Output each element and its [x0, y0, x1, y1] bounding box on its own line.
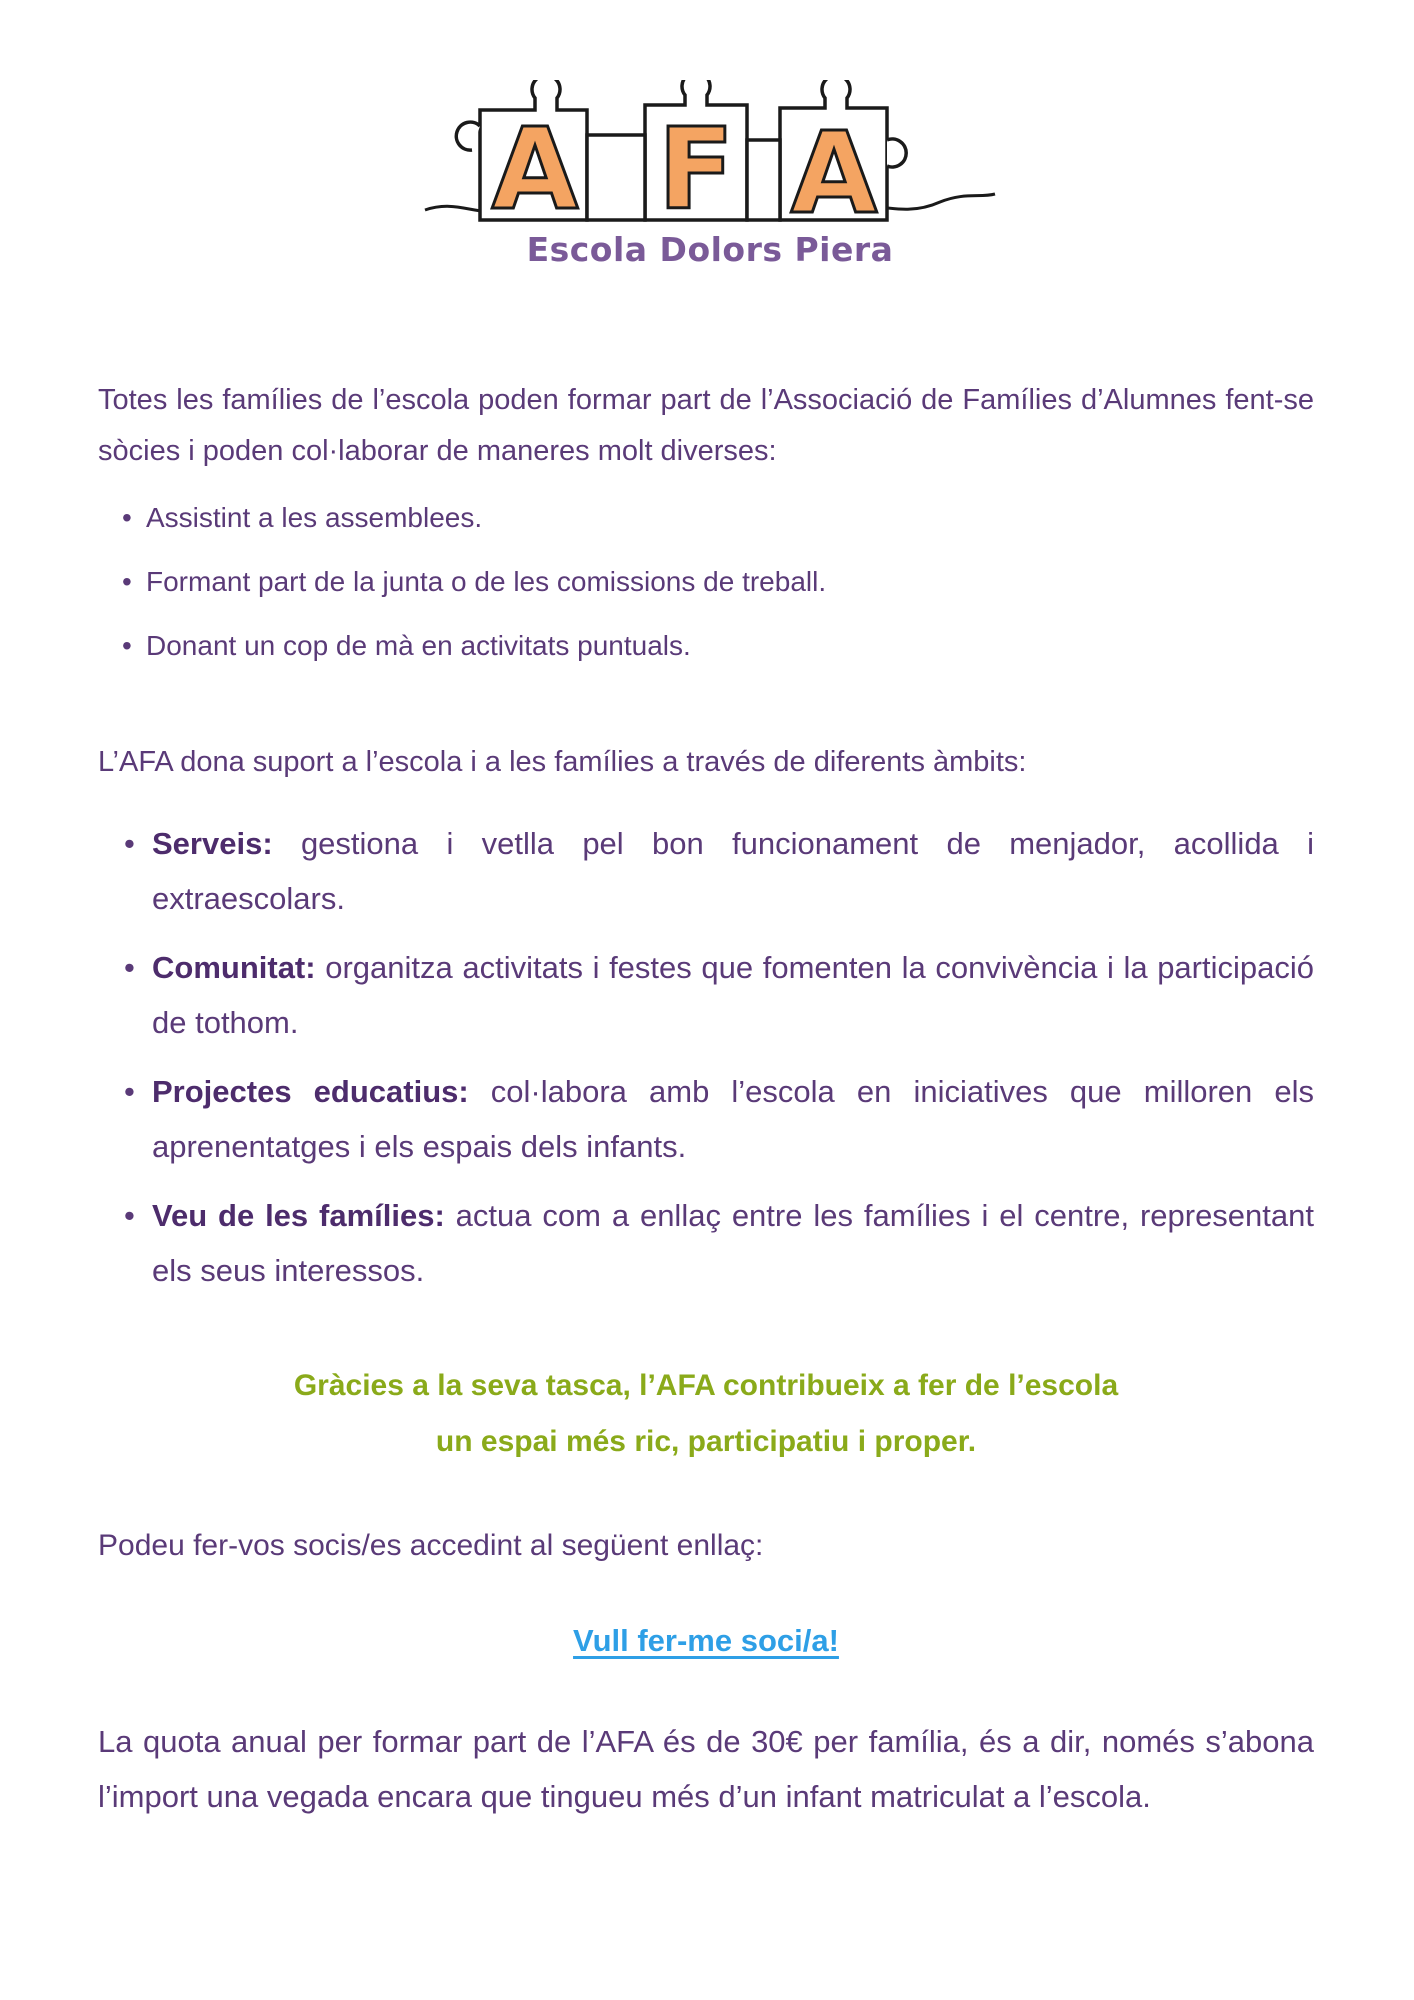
area-title: Comunitat: — [152, 950, 316, 985]
area-text: actua com a enllaç entre les famílies i el centre, representant els seus interessos. — [152, 1198, 1314, 1288]
area-title: Serveis: — [152, 826, 273, 861]
svg-text:A: A — [790, 109, 878, 230]
intro-paragraph: Totes les famílies de l’escola poden formar part de l’Associació de Famílies d’Alumnes fent-se sòcies i poden col·laborar de maneres molt diverses: — [98, 384, 1314, 467]
list-item: • Formant part de la junta o de les comissions de treball. — [98, 561, 1314, 603]
list-item: • Assistint a les assemblees. — [98, 497, 1314, 539]
list-item: • Donant un cop de mà en activitats puntuals. — [98, 625, 1314, 667]
afa-logo — [420, 80, 1000, 290]
logo-subtitle: Escola Dolors Piera — [526, 230, 894, 269]
svg-text:A: A — [491, 105, 579, 230]
join-link-wrapper — [98, 1623, 1314, 1659]
support-intro: L’AFA dona suport a l’escola i a les famílies a través de diferents àmbits: — [98, 746, 1027, 778]
highlight-statement — [98, 1358, 1314, 1470]
highlight-line-2: un espai més ric, participatiu i proper. — [435, 1425, 977, 1458]
area-text: gestiona i vetlla pel bon funcionament de menjador, acollida i extraescolars. — [152, 826, 1314, 916]
ways-list — [98, 497, 1314, 667]
fee-paragraph: La quota anual per formar part de l’AFA és de 30€ per família, és a dir, només s’abona l’import una vegada encara que tingueu més d’un infant matriculat a l’escola. — [98, 1724, 1314, 1814]
areas-list — [98, 816, 1314, 1298]
area-title: Veu de les famílies: — [152, 1198, 445, 1233]
svg-text:F: F — [657, 105, 735, 230]
puzzle-pieces-icon — [420, 80, 1000, 230]
area-title: Projectes educatius: — [152, 1074, 469, 1109]
highlight-line-1: Gràcies a la seva tasca, l’AFA contribueix a fer de l’escola — [293, 1369, 1119, 1402]
list-item — [98, 1188, 1314, 1298]
join-intro: Podeu fer-vos socis/es accedint al següent enllaç: — [98, 1529, 764, 1562]
area-text: col·labora amb l’escola en iniciatives que milloren els aprenentatges i els espais dels infants. — [152, 1074, 1314, 1164]
main-content — [98, 375, 1314, 1824]
join-link[interactable]: Vull fer-me soci/a! — [573, 1623, 839, 1658]
area-text: organitza activitats i festes que fomenten la convivència i la participació de tothom. — [152, 950, 1314, 1040]
list-item — [98, 940, 1314, 1050]
list-item — [98, 816, 1314, 926]
list-item — [98, 1064, 1314, 1174]
